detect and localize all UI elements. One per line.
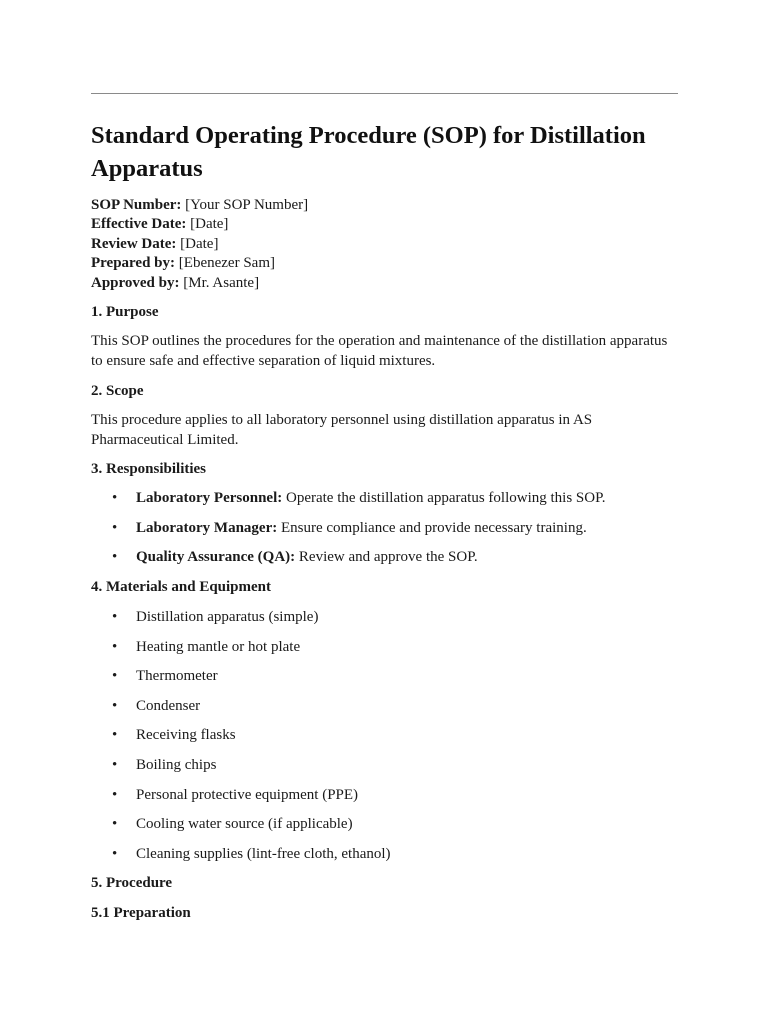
role-text: Review and approve the SOP.	[298, 549, 478, 566]
material-text: Personal protective equipment (PPE)	[136, 786, 359, 803]
list-item	[91, 607, 678, 637]
meta-approved-by	[91, 274, 308, 293]
meta-review-date	[91, 235, 308, 254]
list-item	[91, 518, 678, 548]
bullet-icon: •	[112, 756, 118, 773]
list-item	[91, 725, 678, 755]
bullet-icon: •	[112, 845, 118, 862]
section-heading-scope: 2. Scope	[91, 383, 144, 399]
list-item	[91, 637, 678, 667]
bullet-icon: •	[112, 727, 118, 744]
list-item	[91, 814, 678, 844]
material-text: Heating mantle or hot plate	[136, 638, 301, 655]
material-text: Cooling water source (if applicable)	[136, 816, 353, 833]
bullet-icon: •	[112, 519, 118, 536]
material-text: Receiving flasks	[136, 727, 236, 744]
bullet-icon: •	[112, 490, 118, 506]
meta-label: Review Date:	[91, 235, 177, 252]
document-title: Standard Operating Procedure (SOP) for Distillation Apparatus	[91, 122, 646, 182]
material-text: Boiling chips	[136, 756, 217, 773]
responsibilities-list	[91, 488, 678, 577]
list-item	[91, 666, 678, 696]
section-heading-materials: 4. Materials and Equipment	[91, 579, 272, 595]
bullet-icon: •	[112, 609, 118, 625]
meta-effective-date	[91, 215, 308, 234]
material-text: Distillation apparatus (simple)	[136, 609, 319, 625]
list-item	[91, 547, 678, 577]
bullet-icon: •	[112, 549, 118, 566]
sop-metadata	[91, 196, 308, 293]
meta-prepared-by	[91, 254, 308, 273]
bullet-icon: •	[112, 668, 118, 685]
bullet-icon: •	[112, 638, 118, 655]
bullet-icon: •	[112, 697, 118, 714]
role-label: Laboratory Manager:	[136, 519, 278, 536]
bullet-icon: •	[112, 816, 118, 833]
section-heading-purpose: 1. Purpose	[91, 304, 159, 320]
list-item	[91, 696, 678, 726]
materials-list	[91, 607, 678, 873]
bullet-icon: •	[112, 786, 118, 803]
list-item	[91, 755, 678, 785]
role-text: Ensure compliance and provide necessary training.	[280, 519, 587, 536]
list-item	[91, 844, 678, 874]
role-label: Quality Assurance (QA):	[136, 549, 296, 566]
subsection-heading-preparation: 5.1 Preparation	[91, 905, 191, 921]
scope-paragraph: This procedure applies to all laboratory personnel using distillation apparatus in AS Pharmaceutical Limited.	[91, 412, 593, 448]
list-item	[91, 488, 678, 518]
meta-value: [Your SOP Number]	[185, 197, 309, 213]
role-text: Operate the distillation apparatus following this SOP.	[285, 490, 606, 506]
section-heading-procedure: 5. Procedure	[91, 875, 173, 891]
list-item	[91, 785, 678, 815]
meta-value: [Ebenezer Sam]	[178, 255, 275, 272]
meta-label: SOP Number:	[91, 197, 182, 213]
top-divider	[91, 93, 678, 94]
meta-label: Effective Date:	[91, 216, 187, 233]
role-label: Laboratory Personnel:	[136, 490, 283, 506]
meta-value: [Date]	[190, 216, 229, 233]
meta-value: [Mr. Asante]	[183, 274, 260, 291]
meta-value: [Date]	[180, 235, 219, 252]
meta-sop-number	[91, 196, 308, 215]
meta-label: Prepared by:	[91, 255, 176, 272]
purpose-paragraph: This SOP outlines the procedures for the operation and maintenance of the distillation apparatus to ensure safe and effective separation of liquid mixtures.	[91, 333, 668, 369]
section-heading-responsibilities: 3. Responsibilities	[91, 461, 207, 477]
material-text: Condenser	[136, 697, 201, 714]
meta-label: Approved by:	[91, 274, 180, 291]
material-text: Cleaning supplies (lint-free cloth, ethanol)	[136, 845, 391, 862]
material-text: Thermometer	[136, 668, 218, 685]
